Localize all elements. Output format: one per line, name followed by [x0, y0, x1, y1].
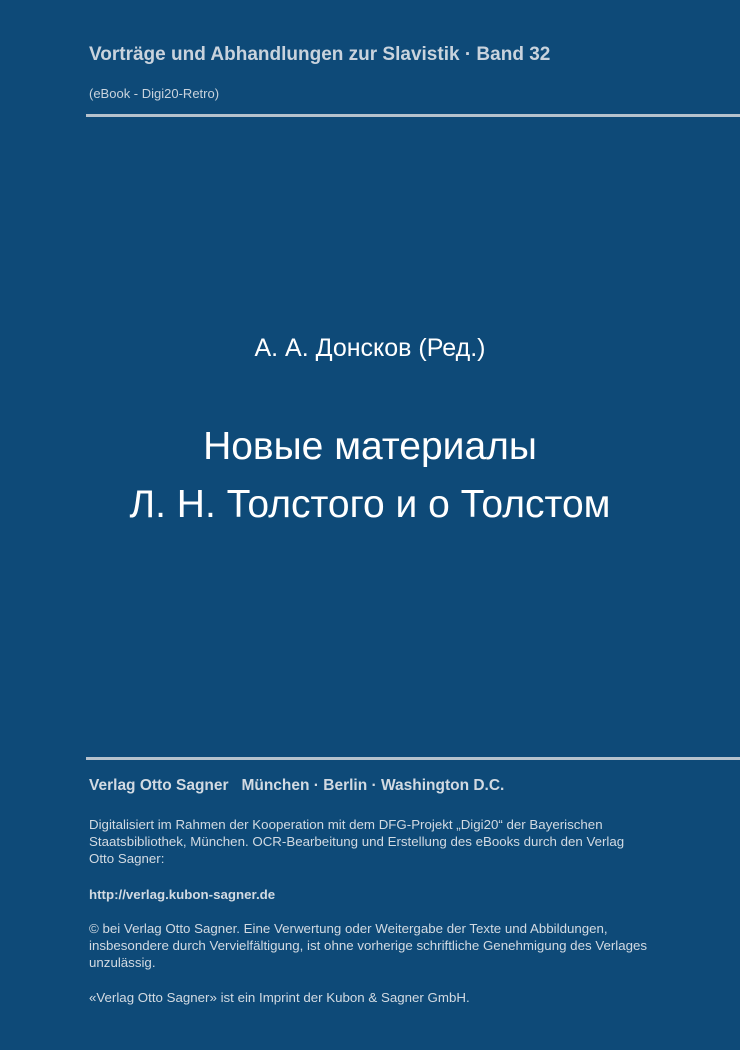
imprint-note: «Verlag Otto Sagner» ist ein Imprint der Kubon & Sagner GmbH.: [89, 990, 470, 1005]
publisher-line: Verlag Otto Sagner München · Berlin · Washington D.C.: [89, 777, 505, 794]
publisher-url[interactable]: http://verlag.kubon-sagner.de: [89, 887, 276, 902]
book-title: [0, 418, 740, 534]
digitization-note: Digitalisiert im Rahmen der Kooperation mit dem DFG-Projekt „Digi20“ der Bayerischen Staatsbibliothek, München. OCR-Bearbeitung und Erstellung des eBooks durch den Verlag Otto Sagner:: [89, 817, 625, 866]
book-title-line-1: Новые материалы: [203, 425, 537, 468]
copyright-note: © bei Verlag Otto Sagner. Eine Verwertung oder Weitergabe der Texte und Abbildungen, insbesondere durch Vervielfältigung, ist ohne vorherige schriftliche Genehmigung des Verlages unzulässig.: [89, 921, 648, 970]
author: А. А. Донсков (Ред.): [254, 334, 486, 362]
top-divider: [86, 114, 740, 117]
book-title-line-2: Л. Н. Толстого и о Толстом: [129, 483, 611, 526]
bottom-divider: [86, 757, 740, 760]
series-title: Vorträge und Abhandlungen zur Slavistik · Band 32: [89, 44, 551, 65]
edition-note: (eBook - Digi20-Retro): [89, 86, 220, 101]
